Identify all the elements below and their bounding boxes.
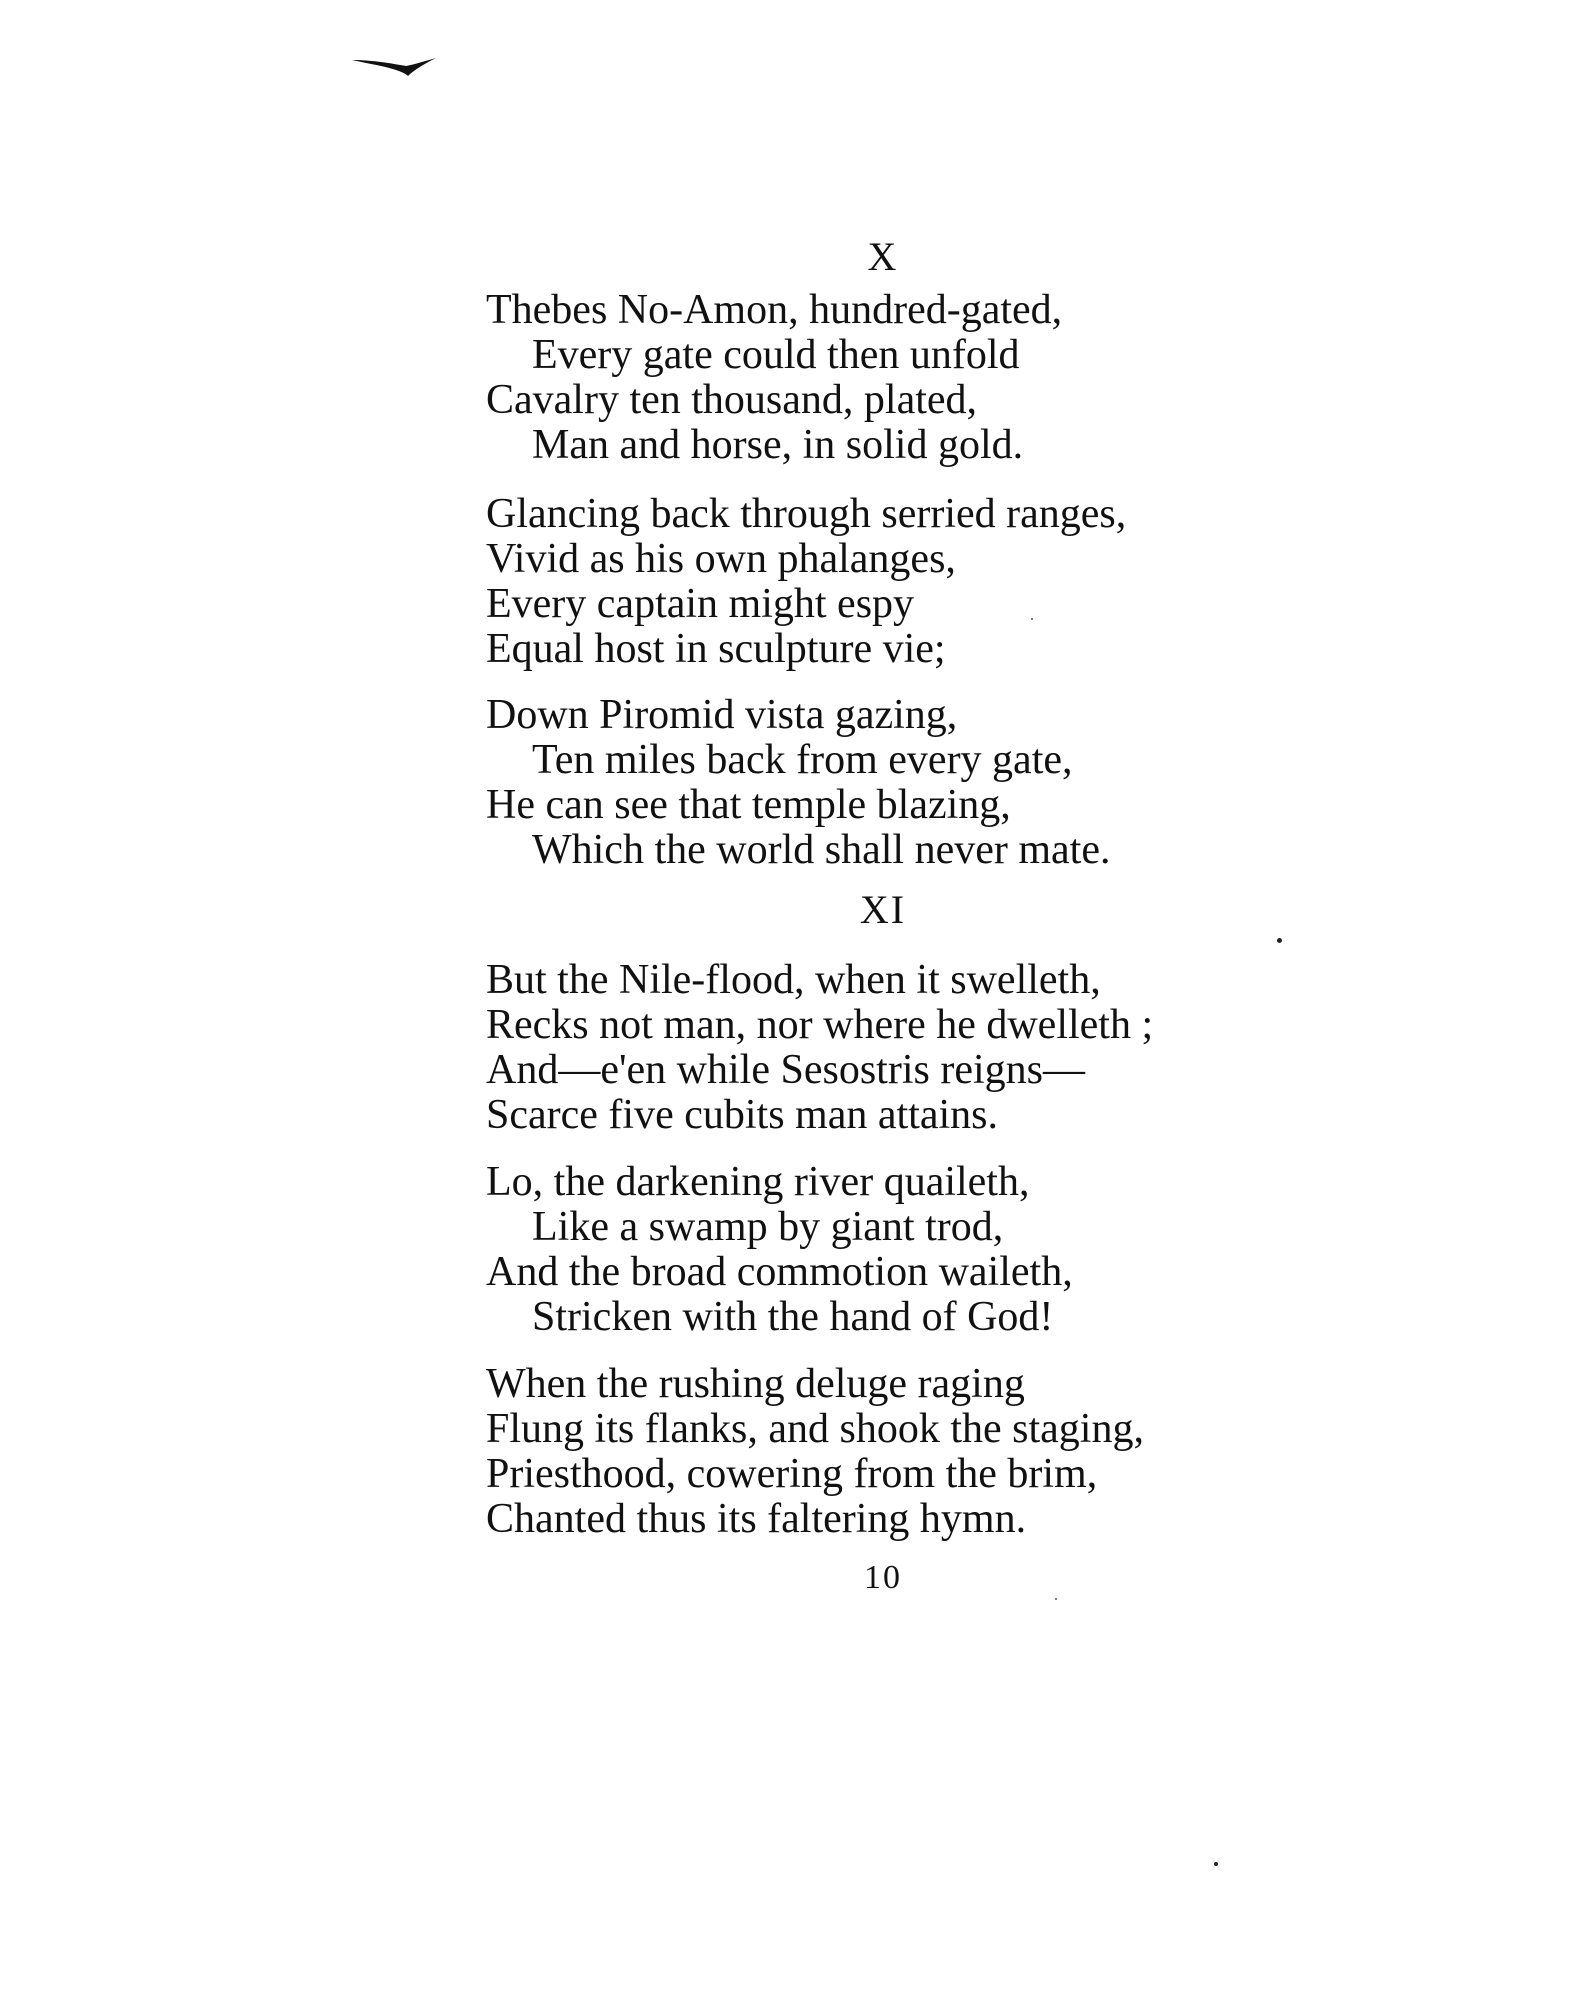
verse-line: Recks not man, nor where he dwelleth ; (486, 1002, 1154, 1048)
verse-line: Man and horse, in solid gold. (532, 422, 1024, 468)
verse-line: And the broad commotion waileth, (486, 1249, 1073, 1295)
section-heading-xi: XI (859, 887, 907, 932)
stanza (486, 1160, 1386, 1340)
ink-speck-dot (1214, 1862, 1218, 1866)
ink-speck-dot (1055, 1598, 1057, 1600)
verse-line: Lo, the darkening river quaileth, (486, 1159, 1030, 1205)
section-heading-x: X (867, 234, 899, 279)
stanza (486, 958, 1386, 1138)
verse-line: Every gate could then unfold (532, 332, 1020, 378)
verse-line: Which the world shall never mate. (532, 827, 1111, 873)
ink-speck-dot (1277, 938, 1282, 943)
verse-line: Cavalry ten thousand, plated, (486, 377, 978, 423)
page-number: 10 (864, 1559, 902, 1596)
verse-line: Down Piromid vista gazing, (486, 692, 958, 738)
verse-line: Chanted thus its faltering hymn. (486, 1496, 1027, 1542)
verse-line: Stricken with the hand of God! (532, 1294, 1054, 1340)
verse-line: When the rushing deluge raging (486, 1361, 1025, 1407)
verse-line: Like a swamp by giant trod, (532, 1204, 1004, 1250)
verse-line: Every captain might espy (486, 581, 915, 627)
verse-line: He can see that temple blazing, (486, 782, 1011, 828)
stanza (486, 1362, 1386, 1542)
verse-line: Flung its flanks, and shook the staging, (486, 1406, 1144, 1452)
verse-line: Scarce five cubits man attains. (486, 1092, 998, 1138)
stanza (486, 693, 1386, 873)
verse-line: But the Nile-flood, when it swelleth, (486, 957, 1101, 1003)
stanza (486, 492, 1386, 672)
verse-line: Thebes No-Amon, hundred-gated, (486, 287, 1063, 333)
verse-line: Equal host in sculpture vie; (486, 626, 946, 672)
verse-line: Vivid as his own phalanges, (486, 536, 956, 582)
stanza (486, 288, 1386, 468)
verse-line: Ten miles back from every gate, (532, 737, 1073, 783)
verse-line: Glancing back through serried ranges, (486, 491, 1127, 537)
ink-flourish-icon (350, 52, 438, 78)
verse-line: Priesthood, cowering from the brim, (486, 1451, 1098, 1497)
verse-line: And—e'en while Sesostris reigns— (486, 1047, 1085, 1093)
